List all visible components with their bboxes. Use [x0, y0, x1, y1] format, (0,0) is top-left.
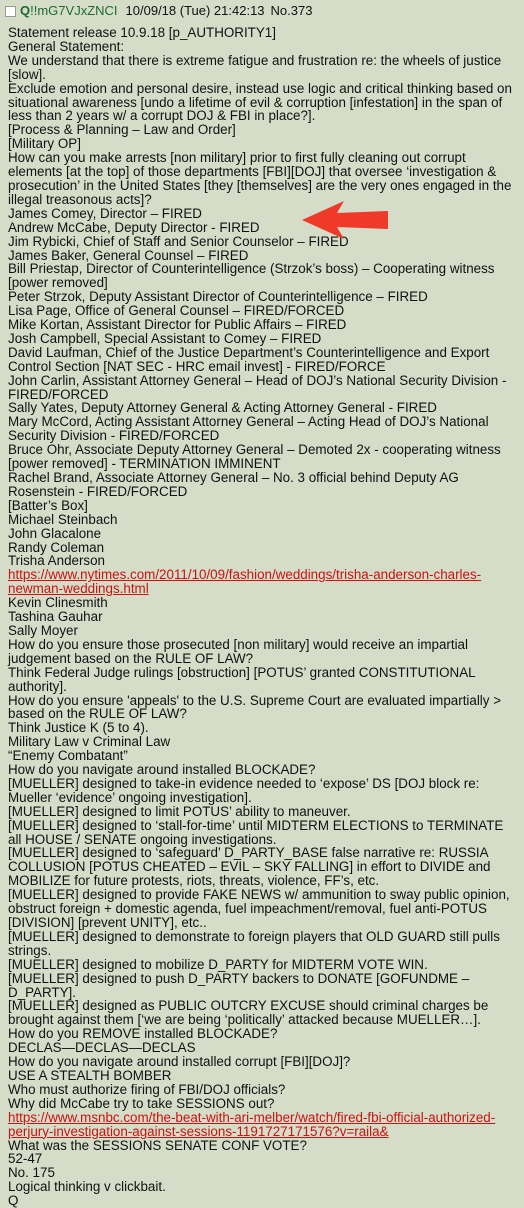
post-line: How do you ensure those prosecuted [non military] would receive an impartial judgement based on the RULE OF LAW?: [8, 636, 468, 666]
post-select-checkbox[interactable]: [5, 6, 16, 17]
post-line: John Glacalone: [8, 525, 102, 541]
post-line: [Batter’s Box]: [8, 497, 88, 513]
post-line: 52-47: [8, 1151, 43, 1167]
post-line: Trisha Anderson: [8, 553, 106, 569]
post-line: Sally Yates, Deputy Attorney General & Acting Attorney General - FIRED: [8, 400, 437, 416]
post-line: David Laufman, Chief of the Justice Department’s Counterintelligence and Export Control Section [NAT SEC - HRC email invest] - FIRED/FORCE: [8, 344, 490, 374]
post-line: [Military OP]: [8, 136, 81, 152]
post-line: How do you REMOVE installed BLOCKADE?: [8, 1026, 278, 1042]
post-line: Statement release 10.9.18 [p_AUTHORITY1]: [8, 25, 276, 40]
post-line: [MUELLER] designed to demonstrate to foreign players that OLD GUARD still pulls strings.: [8, 928, 500, 958]
post-line: James Comey, Director – FIRED: [8, 205, 202, 221]
post-line: John Carlin, Assistant Attorney General – Head of DOJ’s National Security Division - FIRED/FORCED: [8, 372, 507, 402]
poster-name: Q: [20, 3, 31, 19]
post-line: [MUELLER] designed as PUBLIC OUTCRY EXCUSE should criminal charges be brought against them [‘we are being ‘politically’ attacked because MUELLER…].: [8, 998, 489, 1028]
post-line: Think Justice K (5 to 4).: [8, 720, 149, 736]
post-line: [MUELLER] designed to limit POTUS’ ability to maneuver.: [8, 803, 351, 819]
post-datetime: 10/09/18 (Tue) 21:42:13: [125, 3, 265, 19]
post-line: Why did McCabe try to take SESSIONS out?: [8, 1095, 275, 1111]
post-body: [8, 26, 513, 1208]
post-line: Tashina Gauhar: [8, 609, 103, 625]
post-line: [MUELLER] designed to take-in evidence needed to ‘expose’ DS [DOJ block re: Mueller ‘evidence’ ongoing investigation].: [8, 775, 480, 805]
post-line: [MUELLER] designed to push D_PARTY backers to DONATE [GOFUNDME – D_PARTY].: [8, 970, 470, 1000]
post-line: How can you make arrests [non military] prior to first fully cleaning out corrupt elements [at the top] of those departments [FBI][DOJ] that oversee ‘investigation & prosecution’ in the United States [they [themselves] are the very ones engaged in the illegal treasonous acts]?: [8, 150, 512, 207]
post-line: Rachel Brand, Associate Attorney General – No. 3 official behind Deputy AG Rosenstein - FIRED/FORCED: [8, 470, 459, 499]
post-link[interactable]: https://www.msnbc.com/the-beat-with-ari-melber/watch/fired-fbi-official-authorized-perjury-investigation-against-sessions-1191727171576?v=raila&: [8, 1109, 496, 1139]
post-line: Kevin Clinesmith: [8, 595, 108, 611]
post-line: James Baker, General Counsel – FIRED: [8, 247, 249, 263]
post-line: [MUELLER] designed to ‘stall-for-time’ until MIDTERM ELECTIONS to TERMINATE all HOUSE / SENATE ongoing investigations.: [8, 817, 504, 847]
post-line: Josh Campbell, Special Assistant to Comey – FIRED: [8, 330, 322, 346]
post-line: USE A STEALTH BOMBER: [8, 1067, 172, 1083]
post-line: Andrew McCabe, Deputy Director - FIRED: [8, 219, 260, 235]
post-line: How do you ensure 'appeals' to the U.S. Supreme Court are evaluated impartially > based on the RULE OF LAW?: [8, 692, 502, 722]
post-line: Mike Kortan, Assistant Director for Public Affairs – FIRED: [8, 317, 347, 333]
post-line: Q: [8, 1193, 19, 1208]
post-header: [0, 0, 524, 22]
post-link[interactable]: https://www.nytimes.com/2011/10/09/fashion/weddings/trisha-anderson-charles-newman-weddings.html: [8, 567, 482, 597]
post-line: Exclude emotion and personal desire, instead use logic and critical thinking based on situational awareness [undo a lifetime of evil & corruption [infestation] in the span of less than 2 years w/ a corrupt DOJ & FBI in place?].: [8, 80, 512, 124]
post-line: How do you navigate around installed corrupt [FBI][DOJ]?: [8, 1054, 351, 1070]
post-line: Bruce Ohr, Associate Deputy Attorney General – Demoted 2x - cooperating witness [power removed] - TERMINATION IMMINENT: [8, 442, 501, 472]
post-line: [MUELLER] designed to ‘safeguard’ D_PARTY_BASE false narrative re: RUSSIA COLLUSION [POTUS CHEATED – EVIL – SKY FALLING] in effort to DIVIDE and MOBILIZE for future protests, riots, threats, violence, FF’s, etc.: [8, 845, 491, 889]
post-line: No. 175: [8, 1165, 55, 1181]
post-line: Logical thinking v clickbait.: [8, 1179, 166, 1195]
post-line: “Enemy Combatant”: [8, 748, 128, 764]
post-line: Bill Priestap, Director of Counterintelligence (Strzok’s boss) – Cooperating witness [power removed]: [8, 261, 495, 291]
post-line: Military Law v Criminal Law: [8, 734, 171, 750]
post-line: What was the SESSIONS SENATE CONF VOTE?: [8, 1137, 307, 1153]
post-line: [MUELLER] designed to provide FAKE NEWS w/ ammunition to sway public opinion, obstruct foreign + domestic agenda, fuel impeachment/removal, fuel anti-POTUS [DIVISION] [prevent UNITY], etc..: [8, 887, 510, 930]
post-line: DECLAS—DECLAS—DECLAS: [8, 1040, 196, 1056]
post-line: General Statement:: [8, 38, 125, 54]
post-line: Michael Steinbach: [8, 511, 118, 527]
tripcode: !!mG7VJxZNCI: [30, 3, 118, 19]
post-line: Think Federal Judge rulings [obstruction] [POTUS’ granted CONSTITUTIONAL authority].: [8, 664, 476, 694]
post-line: Randy Coleman: [8, 539, 105, 555]
post-line: Mary McCord, Acting Assistant Attorney General – Acting Head of DOJ’s National Security Division - FIRED/FORCED: [8, 414, 489, 444]
post-line: [Process & Planning – Law and Order]: [8, 122, 236, 138]
post-line: Sally Moyer: [8, 622, 78, 638]
post-line: We understand that there is extreme fatigue and frustration re: the wheels of justice [slow].: [8, 52, 502, 82]
post-line: Jim Rybicki, Chief of Staff and Senior Counselor – FIRED: [8, 233, 349, 249]
post-line: [MUELLER] designed to mobilize D_PARTY for MIDTERM VOTE WIN.: [8, 956, 428, 972]
arrow-left-icon: [300, 198, 390, 242]
post-line: Lisa Page, Office of General Counsel – FIRED/FORCED: [8, 303, 345, 319]
post-number[interactable]: No.373: [270, 3, 313, 19]
post-line: How do you navigate around installed BLOCKADE?: [8, 762, 316, 778]
post-line: Peter Strzok, Deputy Assistant Director of Counterintelligence – FIRED: [8, 289, 428, 305]
post-line: Who must authorize firing of FBI/DOJ officials?: [8, 1081, 286, 1097]
